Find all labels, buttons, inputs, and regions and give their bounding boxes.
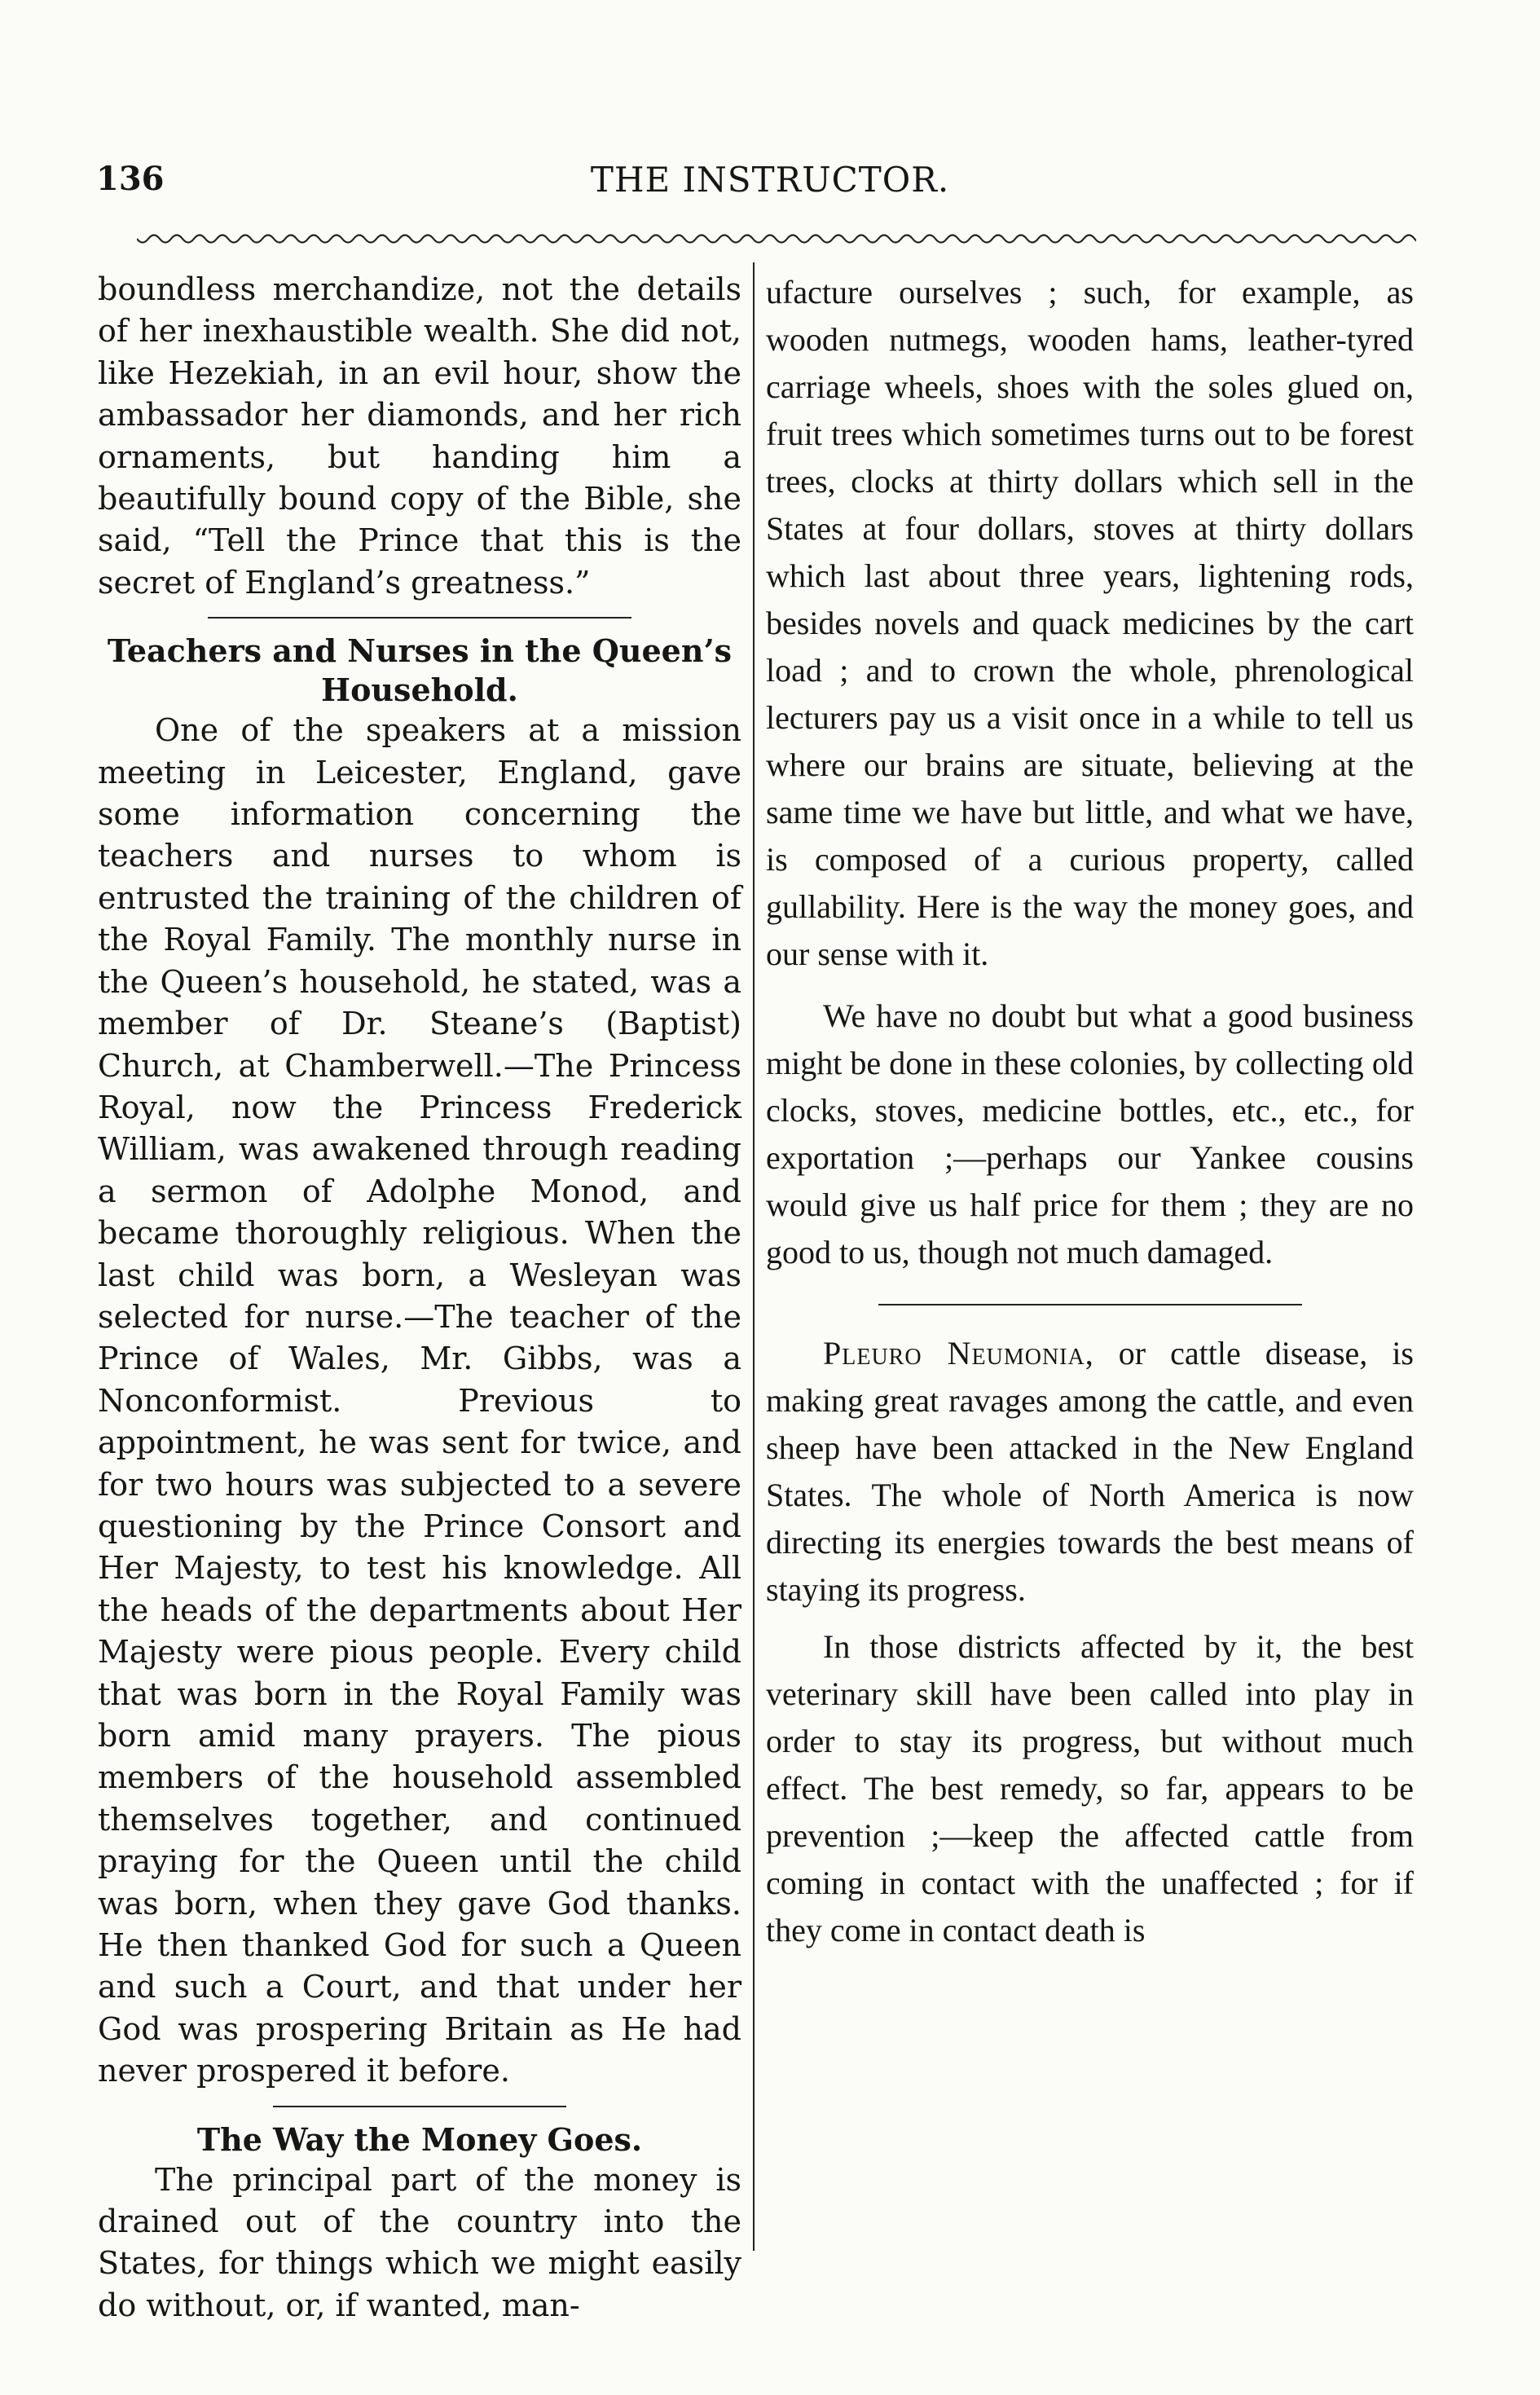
paragraph-colonies: We have no doubt but what a good business might be done in these colonies, by collecting old clocks, stoves, medicine bottles, etc., etc., for exportation ;—perhaps our Yankee cousins would give us half price for them ; they are no good to us, though not much damaged. xyxy=(766,997,1414,1270)
intro-paragraph: boundless merchandize, not the details of her inexhaustible wealth. She did not, like Hezekiah, in an evil hour, show the ambassador her diamonds, and her rich ornaments, but handing him a beautifully bound copy of the Bible, she said, “Tell the Prince that this is the secret of England’s greatness.” xyxy=(98,271,741,601)
section-heading-teachers-nurses: Teachers and Nurses in the Queen’s Household. xyxy=(107,632,733,709)
pleuro-neumonia-lead: Pleuro Neumonia, xyxy=(823,1335,1094,1371)
column-divider xyxy=(753,262,755,2251)
page-number: 136 xyxy=(96,160,165,198)
section-rule xyxy=(208,617,631,619)
section-body-teachers-nurses: One of the speakers at a mission meeting in Leicester, England, gave some information concerning the teachers and nurses to whom is entrusted the training of the children of the Royal Family. The monthly nurse in the Queen’s household, he stated, was a member of Dr. Steane’s (Baptist) Church, at Chamberwell.—The Princess Royal, now the Princess Frederick William, was awakened through reading a sermon of Adolphe Monod, and became thoroughly religious. When the last child was born, a Wesleyan was selected for nurse.—The teacher of the Prince of Wales, Mr. Gibbs, was a Nonconformist. Previous to appointment, he was sent for twice, and for two hours was subjected to a severe questioning by the Prince Consort and Her Majesty, to test his knowledge. All the heads of the departments about Her Majesty were pious people. Every child that was born in the Royal Family was born amid many prayers. The pious members of the household assembled themselves together, and continued praying for the Queen until the child was born, when they gave God thanks. He then thanked God for such a Queen and such a Court, and that under her God was prospering Britain as He had never prospered it before. xyxy=(98,712,741,2089)
section-heading-money-goes: The Way the Money Goes. xyxy=(196,2120,643,2158)
running-head xyxy=(0,160,1540,209)
paragraph-veterinary: In those districts affected by it, the best veterinary skill have been called into play in order to stay its progress, but without much effect. The best remedy, so far, appears to be prevention ;—keep the affected cattle from coming in contact with the unaffected ; for if they come in contact death is xyxy=(766,1628,1414,1948)
section-rule xyxy=(878,1304,1302,1305)
pleuro-neumonia-text: or cattle disease, is making great ravages among the cattle, and even sheep have been attacked in the New England States. The whole of North America is now directing its energies towards the best means of staying its progress. xyxy=(766,1335,1415,1608)
left-column xyxy=(98,269,741,2327)
publication-title: THE INSTRUCTOR. xyxy=(590,160,950,200)
section-rule xyxy=(273,2106,566,2107)
section-body-money-goes: The principal part of the money is drained out of the country into the States, for things which we might easily do without, or, if wanted, man- xyxy=(98,2161,741,2323)
continuation-text: ufacture ourselves ; such, for example, as wooden nutmegs, wooden hams, leather-tyred carriage wheels, shoes with the soles glued on, fruit trees which sometimes turns out to be forest trees, clocks at thirty dollars which sell in the States at four dollars, stoves at thirty dollars which last about three years, lightening rods, besides novels and quack medicines by the cart load ; and to crown the whole, phrenological lecturers pay us a visit once in a while to tell us where our brains are situate, believing at the same time we have but little, and what we have, is composed of a curious property, called gullability. Here is the way the money goes, and our sense with it. xyxy=(766,274,1414,972)
paragraph-pleuro-neumonia xyxy=(766,1330,1414,1614)
right-column xyxy=(766,269,1414,1954)
continuation-paragraph xyxy=(766,269,1414,978)
wavy-rule-ornament xyxy=(137,228,1416,249)
